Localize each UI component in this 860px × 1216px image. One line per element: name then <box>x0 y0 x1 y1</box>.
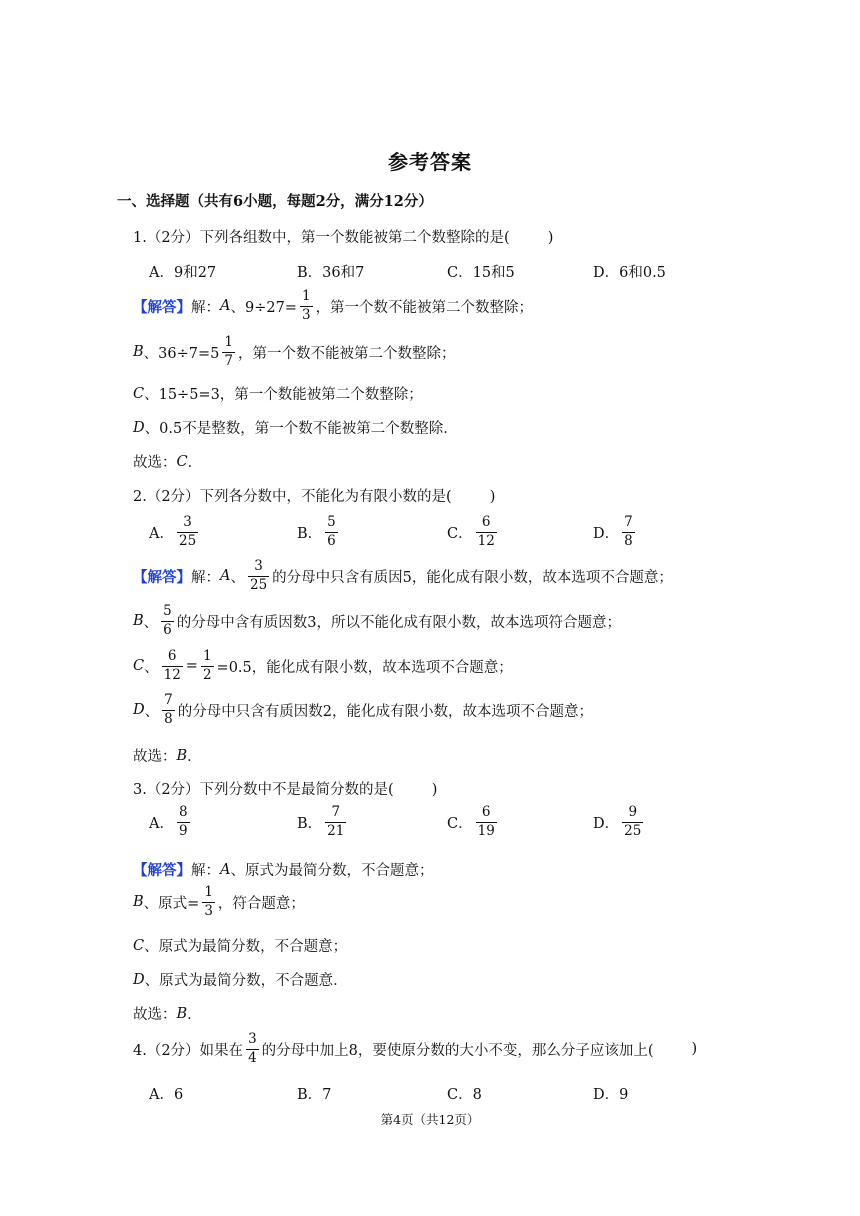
q2-option-c: C． $\frac{6}{12}$ <box>447 514 495 549</box>
question-4-stem: 4.（2分）如果在 $\frac{3}{4}$ 的分母中加上8，要使原分数的大小不变，那么分子应该加上( ) <box>133 1031 698 1066</box>
q2-answer-c: C 、 $\frac{6}{12}$ = $\frac{1}{2}$ =0.5，能化成有限小数，故本选项不合题意； <box>133 648 513 683</box>
answer-tag: 【解答】 <box>133 568 191 586</box>
page-footer: 第4页（共12页） <box>380 1112 480 1127</box>
q3-option-d: D． $\frac{9}{25}$ <box>593 804 642 839</box>
q1-option-c: C．15和5 <box>447 265 515 281</box>
q3-option-c: C． $\frac{6}{19}$ <box>447 804 495 839</box>
section-heading: 一、选择题（共有6小题，每题2分，满分12分） <box>117 193 433 210</box>
q4-option-a: A．6 <box>149 1087 184 1103</box>
page-title: 参考答案 <box>388 150 472 174</box>
answer-tag: 【解答】 <box>133 862 191 879</box>
q4-option-d: D．9 <box>593 1087 629 1103</box>
q1-answer-b: B 、36÷7=5 $\frac{1}{7}$ ，第一个数不能被第二个数整除； <box>133 334 456 369</box>
q1-answer-d: D 、0.5不是整数，第一个数不能被第二个数整除． <box>133 419 458 437</box>
q3-answer-b: B 、原式= $\frac{1}{3}$ ，符合题意； <box>133 884 305 919</box>
q3-option-a: A． $\frac{8}{9}$ <box>149 804 188 839</box>
q2-answer-d: D 、 $\frac{7}{8}$ 的分母中只含有质因数2，能化成有限小数，故本选项不合题意； <box>133 692 593 727</box>
q1-choice: 故选： C ． <box>133 453 203 471</box>
q2-answer-b: B 、 $\frac{5}{6}$ 的分母中含有质因数3，所以不能化成有限小数，故本选项符合题意； <box>133 603 621 638</box>
q3-answer-c: C 、原式为最简分数，不合题意； <box>133 937 348 955</box>
q1-option-d: D．6和0.5 <box>593 265 666 281</box>
question-1-stem: 1.（2分）下列各组数中，第一个数能被第二个数整除的是( ) <box>133 230 554 246</box>
question-3-stem: 3.（2分）下列分数中不是最简分数的是( ) <box>133 782 438 798</box>
q1-answer-c: C 、15÷5=3，第一个数能被第二个数整除； <box>133 385 423 403</box>
answer-tag: 【解答】 <box>133 298 191 316</box>
q3-choice: 故选： B ． <box>133 1005 202 1023</box>
q2-choice: 故选： B ． <box>133 747 202 765</box>
q2-option-a: A． $\frac{3}{25}$ <box>149 514 197 549</box>
question-2-stem: 2.（2分）下列各分数中，不能化为有限小数的是( ) <box>133 489 496 505</box>
q3-answer-a: 【解答】 解： A 、原式为最简分数，不合题意； <box>133 859 433 880</box>
fraction: $\frac{1}{3}$ <box>301 288 311 323</box>
q2-answer-a: 【解答】 解： A 、 $\frac{3}{25}$ 的分母中只含有质因5，能化成有限小数，故本选项不合题意； <box>133 558 673 593</box>
q1-option-a: A．9和27 <box>149 265 217 281</box>
q4-option-c: C．8 <box>447 1087 482 1103</box>
fraction: $\frac{1}{7}$ <box>224 334 233 369</box>
q3-option-b: B． $\frac{7}{21}$ <box>297 804 345 839</box>
q4-option-b: B．7 <box>297 1087 332 1103</box>
q1-option-b: B．36和7 <box>297 265 365 281</box>
q2-option-d: D． $\frac{7}{8}$ <box>593 514 633 549</box>
q2-option-b: B． $\frac{5}{6}$ <box>297 514 336 549</box>
q1-answer-a: 【解答】 解： A 、9÷27= $\frac{1}{3}$ ，第一个数不能被第二个数整除； <box>133 288 534 323</box>
q3-answer-d: D 、原式为最简分数，不合题意． <box>133 971 348 989</box>
